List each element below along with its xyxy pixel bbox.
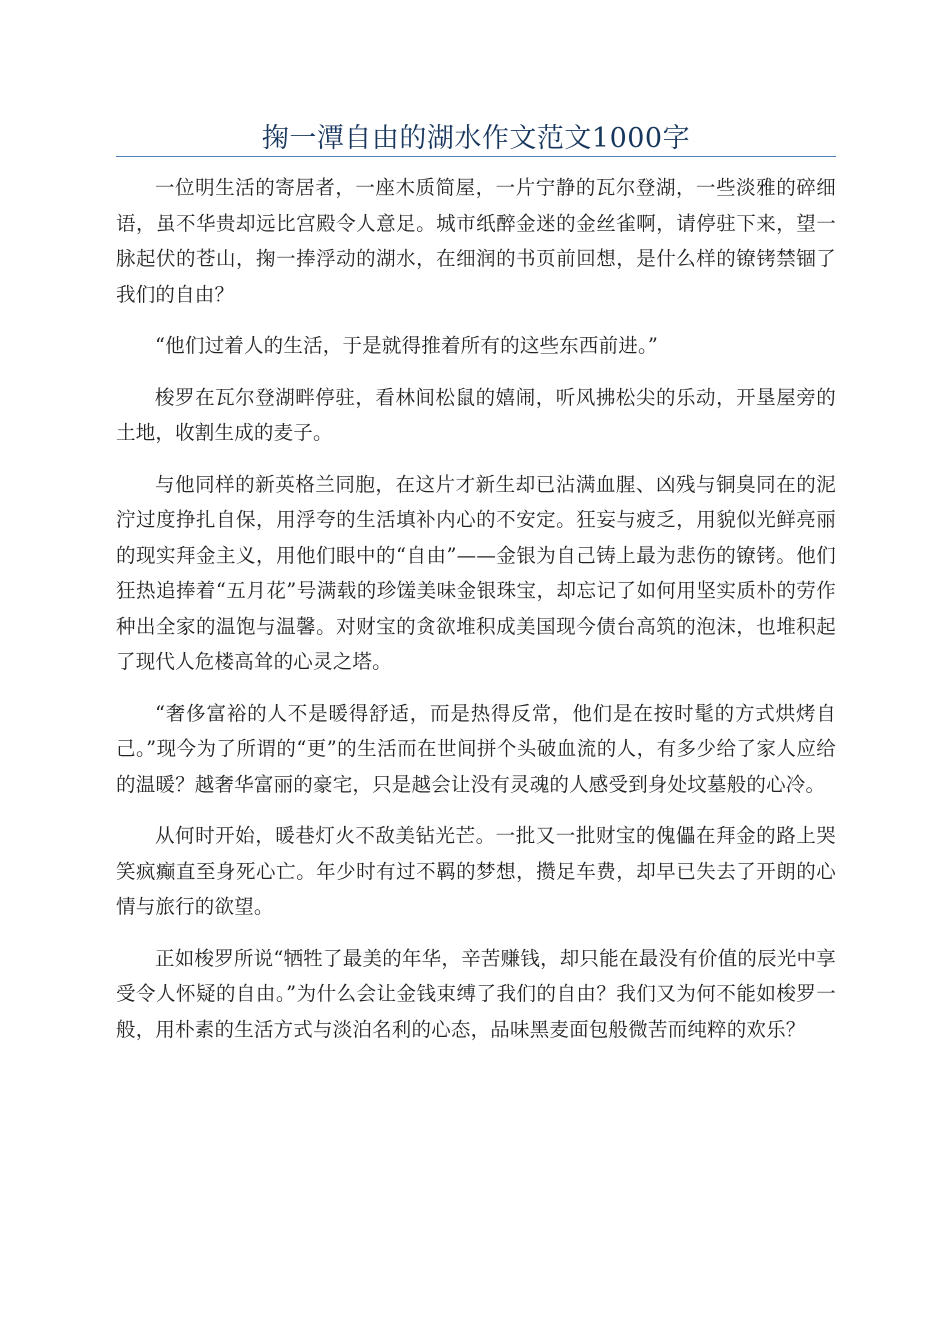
paragraph-2: “他们过着人的生活，于是就得推着所有的这些东西前进。” bbox=[155, 334, 659, 357]
title-block bbox=[116, 112, 836, 157]
paragraph-3: 梭罗在瓦尔登湖畔停驻，看林间松鼠的嬉闹，听风拂松尖的乐动，开垦屋旁的土地，收割生成的麦子。 bbox=[116, 385, 836, 444]
paragraph-5: “奢侈富裕的人不是暖得舒适，而是热得反常，他们是在按时髦的方式烘烤自己。”现今为了所谓的“更”的生活而在世间拼个头破血流的人，有多少给了家人应给的温暖？越奢华富丽的豪宅，只是越会让没有灵魂的人感受到身处坟墓般的心冷。 bbox=[116, 701, 836, 796]
document-body bbox=[116, 170, 836, 1063]
document-title: 掬一潭自由的湖水作文范文1000字 bbox=[261, 123, 691, 154]
paragraph-1: 一位明生活的寄居者，一座木质简屋，一片宁静的瓦尔登湖，一些淡雅的碎细语，虽不华贵却远比宫殿令人意足。城市纸醉金迷的金丝雀啊，请停驻下来，望一脉起伏的苍山，掬一捧浮动的湖水，在细润的书页前回想，是什么样的镣铐禁锢了我们的自由？ bbox=[116, 176, 836, 306]
paragraph-6: 从何时开始，暖巷灯火不敌美钻光芒。一批又一批财宝的傀儡在拜金的路上哭笑疯癫直至身死心亡。年少时有过不羁的梦想，攒足车费，却早已失去了开朗的心情与旅行的欲望。 bbox=[116, 824, 836, 918]
paragraph-7: 正如梭罗所说“牺牲了最美的年华，辛苦赚钱，却只能在最没有价值的辰光中享受令人怀疑的自由。”为什么会让金钱束缚了我们的自由？我们又为何不能如梭罗一般，用朴素的生活方式与淡泊名利的心态，品味黑麦面包般微苦而纯粹的欢乐？ bbox=[116, 946, 836, 1041]
paragraph-4: 与他同样的新英格兰同胞，在这片才新生却已沾满血腥、凶残与铜臭同在的泥泞过度挣扎自保，用浮夸的生活填补内心的不安定。狂妄与疲乏，用貌似光鲜亮丽的现实拜金主义，用他们眼中的“自由”——金银为自己铸上最为悲伤的镣铐。他们狂热追捧着“五月花”号满载的珍馐美味金银珠宝，却忘记了如何用坚实质朴的劳作种出全家的温饱与温馨。对财宝的贪欲堆积成美国现今债台高筑的泡沫，也堆积起了现代人危楼高耸的心灵之塔。 bbox=[116, 472, 836, 673]
